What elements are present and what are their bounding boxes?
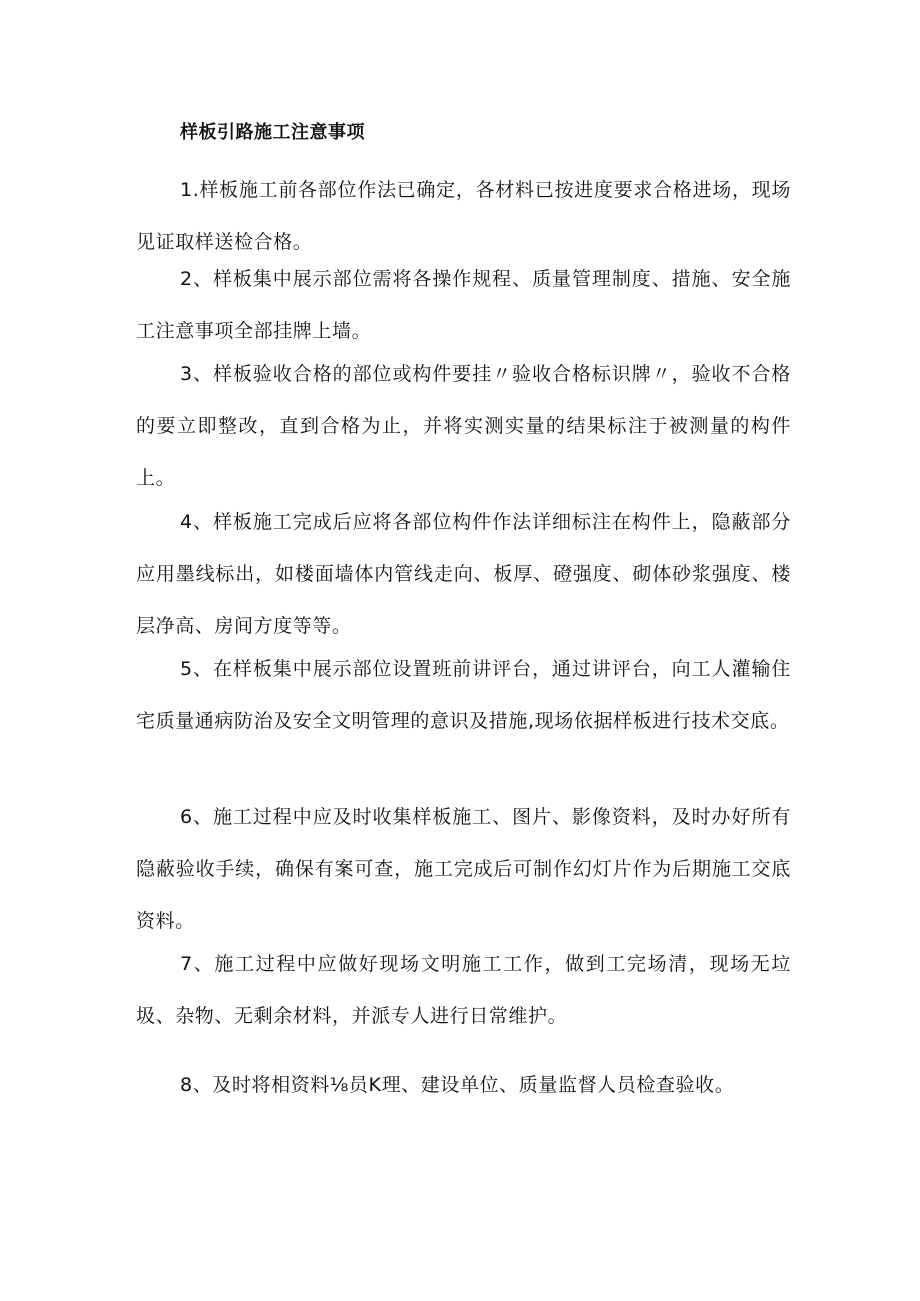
paragraph-5: 5、在样板集中展示部位设置班前讲评台，通过讲评台，向工人灌输住宅质量通病防治及安全文明管理的意识及措施,现场依据样板进行技术交底。 bbox=[136, 658, 791, 732]
paragraph-2: 2、样板集中展示部位需将各操作规程、质量管理制度、措施、安全施工注意事项全部挂牌上墙。 bbox=[136, 268, 791, 342]
paragraph-8: 8、及时将相资料⅛员K理、建设单位、质量监督人员检查验收。 bbox=[180, 1074, 735, 1096]
document-title: 样板引路施工注意事项 bbox=[180, 122, 365, 143]
paragraph-6: 6、施工过程中应及时收集样板施工、图片、影像资料，及时办好所有隐蔽验收手续，确保有案可查，施工完成后可制作幻灯片作为后期施工交底资料。 bbox=[136, 806, 791, 932]
paragraph-7: 7、施工过程中应做好现场文明施工工作，做到工完场清，现场无垃圾、杂物、无剩余材料，并派专人进行日常维护。 bbox=[136, 953, 791, 1027]
paragraph-3: 3、样板验收合格的部位或构件要挂〃验收合格标识牌〃，验收不合格的要立即整改，直到合格为止，并将实测实量的结果标注于被测量的构件上。 bbox=[136, 363, 791, 489]
paragraph-1: 1.样板施工前各部位作法已确定，各材料已按进度要求合格进场，现场见证取样送检合格。 bbox=[136, 179, 791, 253]
paragraph-4: 4、样板施工完成后应将各部位构件作法详细标注在构件上，隐蔽部分应用墨线标出，如楼面墙体内管线走向、板厚、磴强度、砌体砂浆强度、楼层净高、房间方度等等。 bbox=[136, 511, 791, 637]
